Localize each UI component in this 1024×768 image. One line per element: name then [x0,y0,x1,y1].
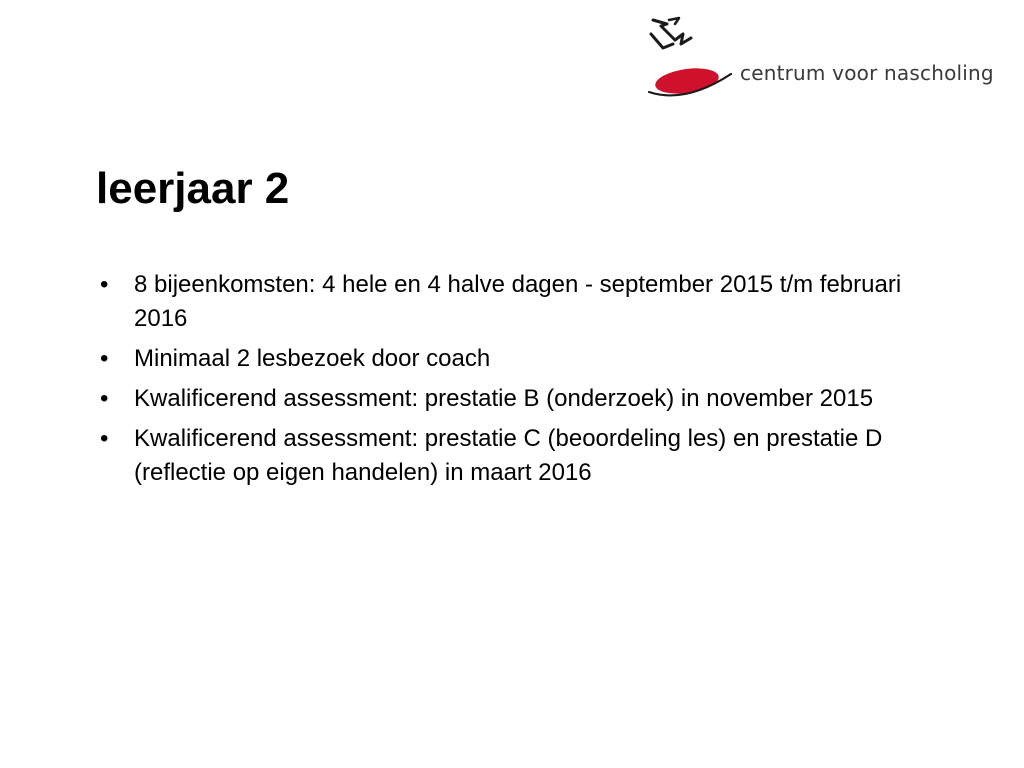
bullet-marker: • [100,345,109,372]
bullet-marker: • [100,385,109,412]
bullet-text: 8 bijeenkomsten: 4 hele en 4 halve dagen - september 2015 t/m februari 2016 [134,271,902,332]
logo [645,14,995,104]
bullet-list [96,268,956,496]
bullet-marker: • [100,425,109,452]
bullet-item [96,422,956,490]
bullet-marker: • [100,271,109,298]
bullet-text: Kwalificerend assessment: prestatie B (onderzoek) in november 2015 [134,385,874,412]
bullet-item [96,382,956,416]
logo-text: centrum voor nascholing [740,61,994,85]
bullet-text: Kwalificerend assessment: prestatie C (beoordeling les) en prestatie D (reflectie op eigen handelen) in maart 2016 [134,425,883,486]
bullet-item [96,268,956,336]
logo-mark-icon [645,14,735,104]
bullet-text: Minimaal 2 lesbezoek door coach [134,345,491,372]
slide-title: leerjaar 2 [96,164,290,213]
bullet-item [96,342,956,376]
